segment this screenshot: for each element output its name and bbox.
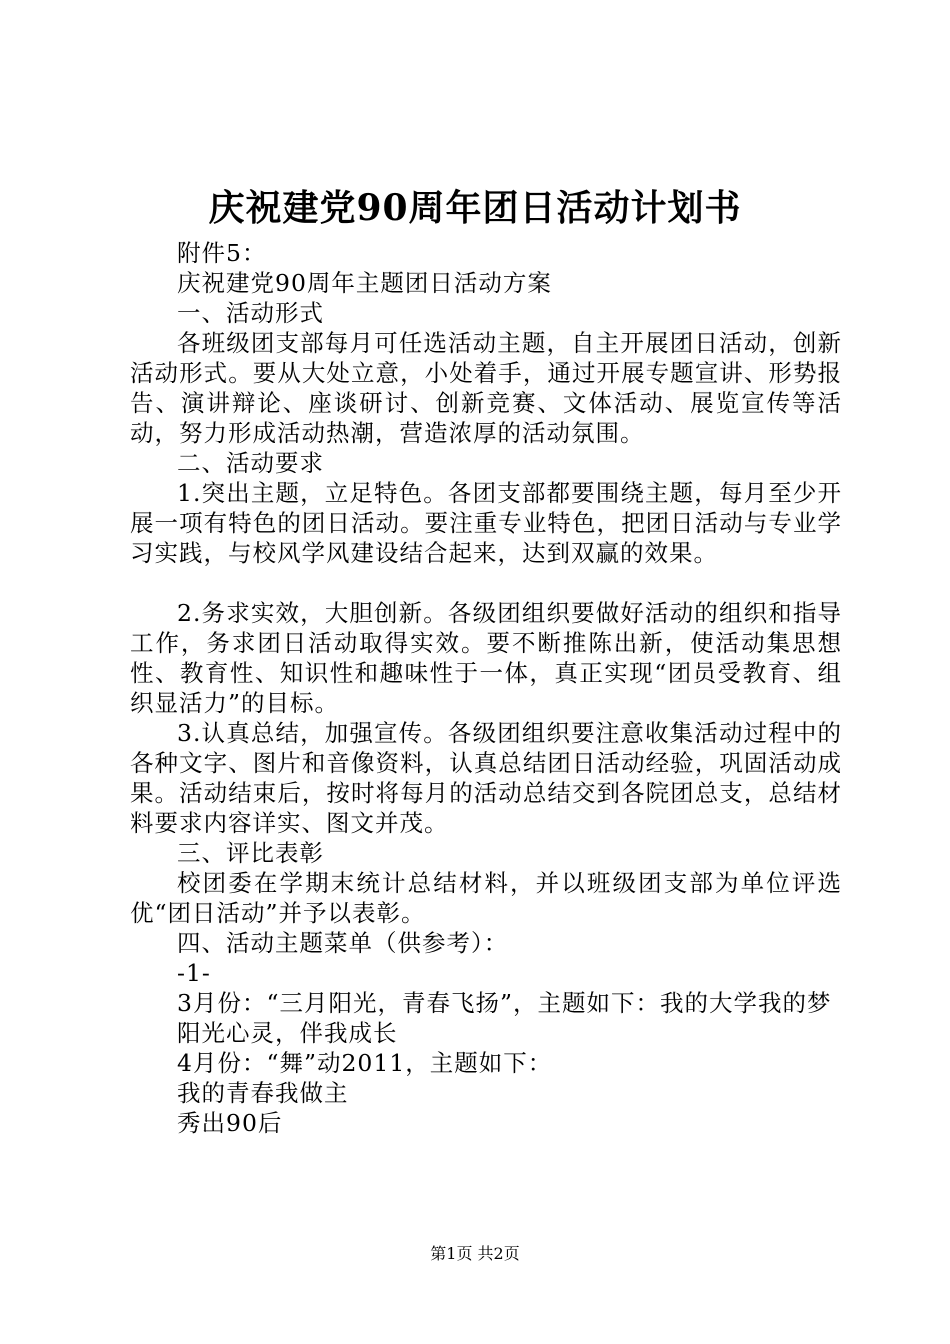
document-body [130, 238, 842, 1138]
paragraph-requirement-1: 1.突出主题，立足特色。各团支部都要围绕主题，每月至少开展一项有特色的团日活动。要注重专业特色，把团日活动与专业学习实践，与校风学风建设结合起来，达到双赢的效果。 [130, 479, 842, 567]
menu-april-topic-2: 秀出90后 [177, 1109, 283, 1137]
plan-subtitle: 庆祝建党90周年主题团日活动方案 [177, 269, 552, 297]
page-footer: 第1页 共2页 [430, 1244, 520, 1263]
section-heading-form: 一、活动形式 [177, 299, 324, 327]
attachment-label: 附件5： [177, 239, 267, 267]
paragraph-requirement-2: 2.务求实效，大胆创新。各级团组织要做好活动的组织和指导工作，务求团日活动取得实效。要不断推陈出新，使活动集思想性、教育性、知识性和趣味性于一体，真正实现“团员受教育、组织显活力”的目标。 [130, 599, 842, 717]
paragraph-awards: 校团委在学期末统计总结材料，并以班级团支部为单位评选优“团日活动”并予以表彰。 [130, 869, 842, 927]
inline-page-number: -1- [177, 959, 211, 987]
menu-april-topic-1: 我的青春我做主 [177, 1079, 349, 1107]
document-title: 庆祝建党90周年团日活动计划书 [208, 187, 742, 229]
section-heading-requirements: 二、活动要求 [177, 449, 324, 477]
paragraph-form: 各班级团支部每月可任选活动主题，自主开展团日活动，创新活动形式。要从大处立意，小处着手，通过开展专题宣讲、形势报告、演讲辩论、座谈研讨、创新竞赛、文体活动、展览宣传等活动，努力形成活动热潮，营造浓厚的活动氛围。 [130, 329, 842, 447]
menu-march: 3月份：“三月阳光，青春飞扬”，主题如下：我的大学我的梦 [177, 989, 832, 1017]
section-heading-awards: 三、评比表彰 [177, 839, 324, 867]
section-heading-menu: 四、活动主题菜单（供参考）： [177, 929, 509, 957]
menu-april: 4月份：“舞”动2011，主题如下： [177, 1049, 553, 1077]
menu-march-topic-2: 阳光心灵，伴我成长 [177, 1019, 398, 1047]
paragraph-requirement-3: 3.认真总结，加强宣传。各级团组织要注意收集活动过程中的各种文字、图片和音像资料，认真总结团日活动经验，巩固活动成果。活动结束后，按时将每月的活动总结交到各院团总支，总结材料要求内容详实、图文并茂。 [130, 719, 842, 837]
